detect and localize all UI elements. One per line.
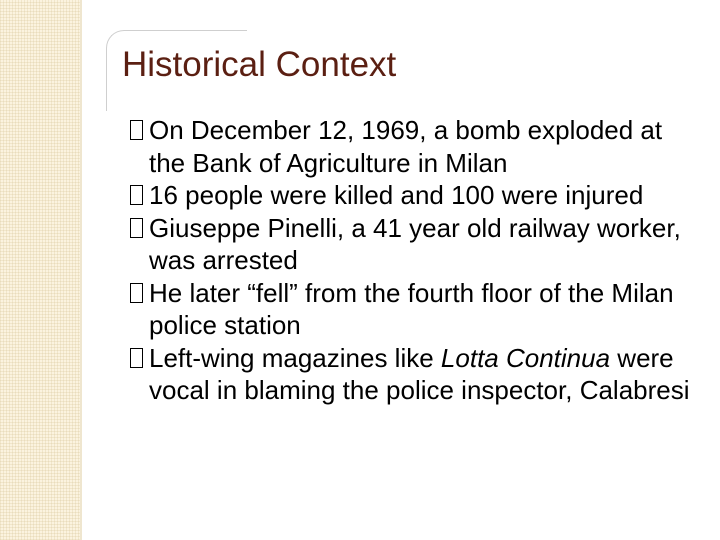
bullet-text: 16 people were killed and 100 were injured xyxy=(149,180,644,210)
bullet-text: On December 12, 1969, a bomb exploded at the Bank of Agriculture in Milan xyxy=(149,115,663,178)
bullet-item xyxy=(130,277,705,342)
bullet-item xyxy=(130,212,705,277)
side-band-edge xyxy=(80,0,82,540)
bullet-text-italic: Lotta Continua xyxy=(440,342,611,373)
bullet-item xyxy=(130,179,705,212)
bullet-text: He later “fell” from the fourth floor of the Milan police station xyxy=(149,277,674,340)
bullet-item xyxy=(130,114,705,179)
missing-glyph-box-icon xyxy=(130,218,143,238)
bullet-text: Left-wing magazines like xyxy=(149,342,441,373)
bullet-list xyxy=(130,114,705,407)
decorative-side-band xyxy=(0,0,80,540)
missing-glyph-box-icon xyxy=(130,348,143,368)
missing-glyph-box-icon xyxy=(130,120,143,140)
bullet-item xyxy=(130,342,705,407)
missing-glyph-box-icon xyxy=(130,283,143,303)
bullet-text: were vocal in blaming the police inspector, Calabresi xyxy=(149,342,690,405)
bullet-text: Giuseppe Pinelli, a 41 year old railway worker, was arrested xyxy=(149,212,681,275)
slide-title: Historical Context xyxy=(122,45,397,84)
missing-glyph-box-icon xyxy=(130,185,143,205)
